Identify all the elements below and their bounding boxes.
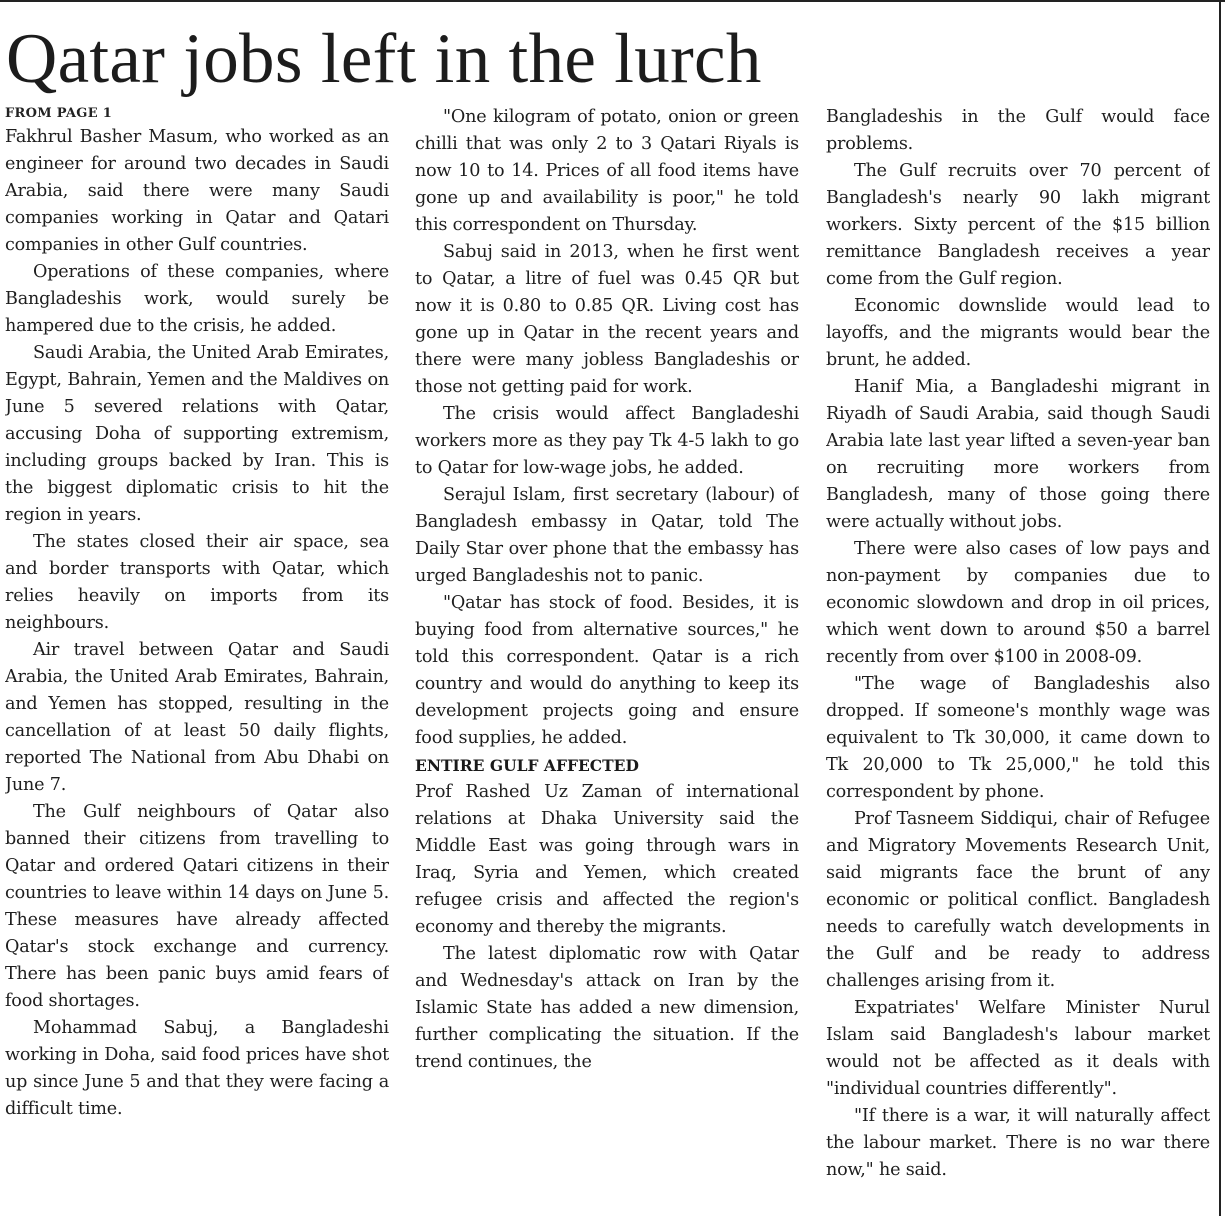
subheading: ENTIRE GULF AFFECTED — [415, 756, 639, 775]
article-column-3 — [826, 104, 1210, 1204]
headline: Qatar jobs left in the lurch — [6, 20, 762, 98]
paragraph: Air travel between Qatar and Saudi Arabia, the United Arab Emirates, Bahrain, and Yemen has stopped, resulting in the cancellation of at least 50 daily flights, reported The National from Abu Dhabi on June 7. — [5, 640, 389, 795]
paragraph: The Gulf recruits over 70 percent of Bangladesh's nearly 90 lakh migrant workers. Sixty percent of the $15 billion remittance Bangladesh receives a year come from the Gulf region. — [826, 161, 1210, 289]
paragraph: Bangladeshis in the Gulf would face problems. — [826, 107, 1210, 154]
paragraph: The Gulf neighbours of Qatar also banned their citizens from travelling to Qatar and ordered Qatari citizens in their countries to leave within 14 days on June 5. These measures have already affected Qatar's stock exchange and currency. There has been panic buys amid fears of food shortages. — [5, 802, 389, 1011]
paragraph: There were also cases of low pays and non-payment by companies due to economic slowdown and drop in oil prices, which went down to around $50 a barrel recently from over $100 in 2008-09. — [826, 539, 1210, 667]
paragraph: The states closed their air space, sea and border transports with Qatar, which relies heavily on imports from its neighbours. — [5, 532, 389, 633]
top-rule — [0, 0, 1225, 2]
paragraph: The crisis would affect Bangladeshi workers more as they pay Tk 4-5 lakh to go to Qatar for low-wage jobs, he added. — [415, 404, 799, 478]
kicker: FROM PAGE 1 — [5, 106, 113, 121]
paragraph: Sabuj said in 2013, when he first went to Qatar, a litre of fuel was 0.45 QR but now it is 0.80 to 0.85 QR. Living cost has gone up in Qatar in the recent years and there were many jobless Bangladeshis or those not getting paid for work. — [415, 242, 799, 397]
paragraph: Economic downslide would lead to layoffs, and the migrants would bear the brunt, he added. — [826, 296, 1210, 370]
paragraph: Serajul Islam, first secretary (labour) of Bangladesh embassy in Qatar, told The Daily Star over phone that the embassy has urged Bangladeshis not to panic. — [415, 485, 799, 586]
paragraph: Hanif Mia, a Bangladeshi migrant in Riyadh of Saudi Arabia, said though Saudi Arabia late last year lifted a seven-year ban on recruiting more workers from Bangladesh, many of those going there were actually without jobs. — [826, 377, 1210, 532]
right-column-rule — [1219, 0, 1221, 1216]
paragraph: Prof Rashed Uz Zaman of international relations at Dhaka University said the Middle East was going through wars in Iraq, Syria and Yemen, which created refugee crisis and affected the region's economy and thereby the migrants. — [415, 782, 799, 937]
paragraph: The latest diplomatic row with Qatar and Wednesday's attack on Iran by the Islamic State has added a new dimension, further complicating the situation. If the trend continues, the — [415, 944, 799, 1072]
paragraph: Expatriates' Welfare Minister Nurul Islam said Bangladesh's labour market would not be affected as it deals with "individual countries differently". — [826, 998, 1210, 1099]
article-column-2 — [415, 104, 799, 1204]
paragraph: Prof Tasneem Siddiqui, chair of Refugee and Migratory Movements Research Unit, said migrants face the brunt of any economic or political conflict. Bangladesh needs to carefully watch developments in the Gulf and be ready to address challenges arising from it. — [826, 809, 1210, 991]
paragraph: Operations of these companies, where Bangladeshis work, would surely be hampered due to the crisis, he added. — [5, 262, 389, 336]
paragraph: "One kilogram of potato, onion or green chilli that was only 2 to 3 Qatari Riyals is now 10 to 14. Prices of all food items have gone up and availability is poor," he told this correspondent on Thursday. — [415, 107, 799, 235]
paragraph: Saudi Arabia, the United Arab Emirates, Egypt, Bahrain, Yemen and the Maldives on June 5 severed relations with Qatar, accusing Doha of supporting extremism, including groups backed by Iran. This is the biggest diplomatic crisis to hit the region in years. — [5, 343, 389, 525]
paragraph: "Qatar has stock of food. Besides, it is buying food from alternative sources," he told this correspondent. Qatar is a rich country and would do anything to keep its development projects going and ensure food supplies, he added. — [415, 593, 799, 748]
paragraph: "The wage of Bangladeshis also dropped. If someone's monthly wage was equivalent to Tk 30,000, it came down to Tk 20,000 to Tk 25,000," he told this correspondent by phone. — [826, 674, 1210, 802]
paragraph: "If there is a war, it will naturally affect the labour market. There is no war there now," he said. — [826, 1106, 1210, 1180]
paragraph: Fakhrul Basher Masum, who worked as an engineer for around two decades in Saudi Arabia, said there were many Saudi companies working in Qatar and Qatari companies in other Gulf countries. — [5, 127, 389, 255]
article-column-1 — [5, 104, 389, 1204]
paragraph: Mohammad Sabuj, a Bangladeshi working in Doha, said food prices have shot up since June 5 and that they were facing a difficult time. — [5, 1018, 389, 1119]
